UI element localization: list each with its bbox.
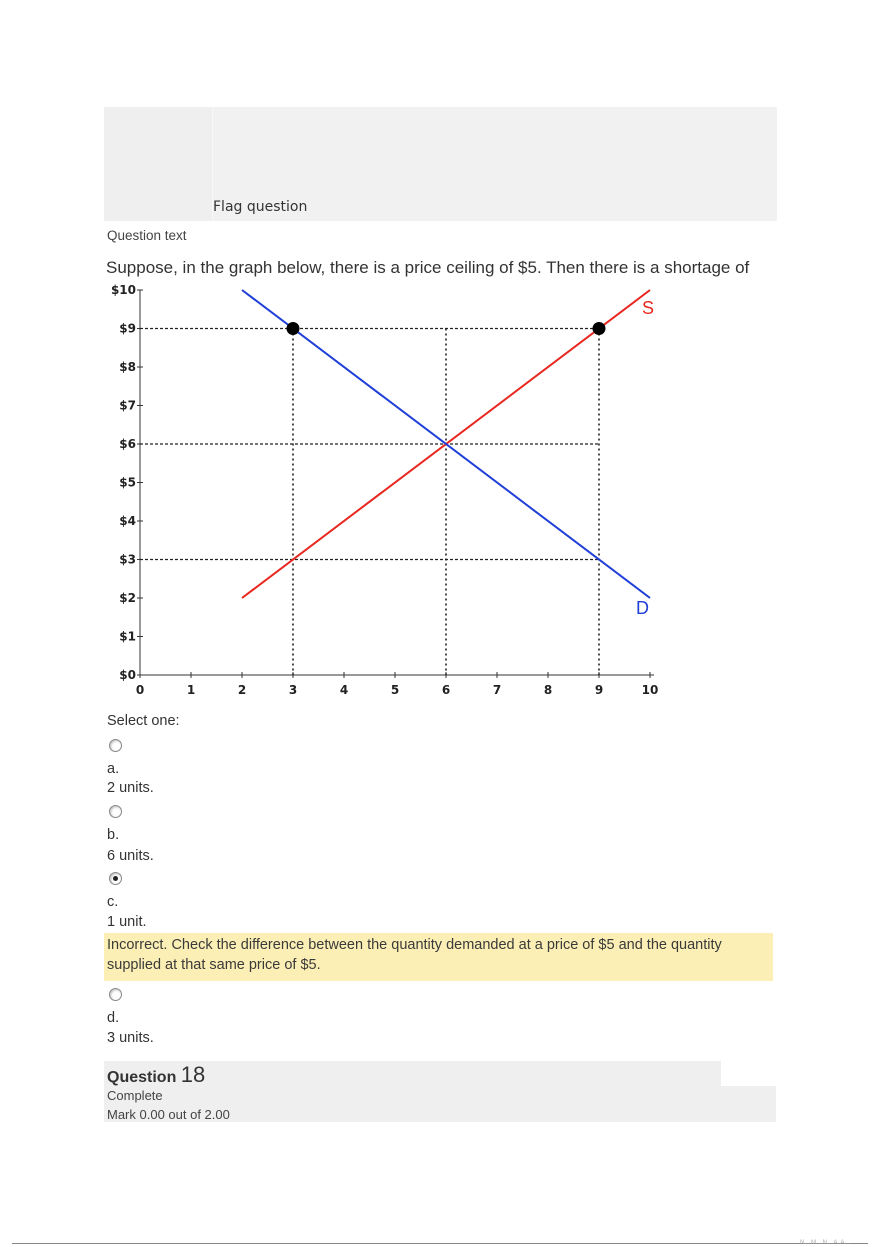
- question-text: Suppose, in the graph below, there is a price ceiling of $5. Then there is a shortage of: [106, 258, 750, 277]
- question-18-number: 18: [180, 1062, 206, 1087]
- x-tick-label: 8: [543, 683, 553, 697]
- question-info-box: [104, 107, 776, 221]
- y-tick-label: $9: [119, 321, 136, 336]
- option-a-letter: a.: [107, 761, 120, 777]
- option-d-text[interactable]: 3 units.: [107, 1030, 154, 1046]
- y-tick-label: $5: [119, 475, 136, 490]
- series-label-s: S: [642, 298, 655, 318]
- y-tick-label: $6: [119, 437, 136, 451]
- x-tick-label: 3: [288, 683, 298, 697]
- y-tick-label: $1: [119, 629, 136, 644]
- option-a-radio[interactable]: [109, 739, 122, 752]
- y-tick-label: $2: [119, 591, 136, 605]
- supply-demand-chart: [104, 280, 674, 700]
- footer-text: N... M... N... A. A...: [800, 1240, 850, 1246]
- footer-divider: [12, 1243, 868, 1244]
- series-label-d: D: [636, 598, 649, 618]
- x-tick-label: 2: [237, 683, 247, 697]
- option-b-text[interactable]: 6 units.: [107, 848, 154, 864]
- option-d-letter: d.: [107, 1010, 120, 1026]
- x-tick-label: 5: [390, 683, 400, 697]
- y-tick-label: $0: [119, 668, 136, 682]
- option-b-letter: b.: [107, 827, 120, 843]
- y-tick-label: $3: [119, 552, 136, 567]
- y-tick-label: $4: [119, 514, 136, 528]
- option-b-radio[interactable]: [109, 805, 122, 818]
- select-one-prompt: Select one:: [107, 713, 180, 729]
- x-tick-label: 7: [492, 683, 502, 697]
- feedback-incorrect: Incorrect. Check the difference between the quantity demanded at a price of $5 and the quantity supplied at that same price of $5.: [104, 933, 773, 981]
- option-a-text[interactable]: 2 units.: [107, 780, 154, 796]
- option-c-text[interactable]: 1 unit.: [107, 914, 147, 930]
- option-d-radio[interactable]: [109, 988, 122, 1001]
- option-c-letter: c.: [107, 894, 119, 910]
- highlight-point: [287, 322, 300, 335]
- question-text-label: Question text: [107, 228, 187, 243]
- highlight-point: [593, 322, 606, 335]
- x-tick-label: 9: [594, 683, 604, 697]
- x-tick-label: 0: [135, 683, 145, 697]
- x-tick-label: 1: [186, 683, 196, 697]
- question-18-state: Complete: [107, 1088, 163, 1103]
- question-18-mark: Mark 0.00 out of 2.00: [107, 1107, 230, 1122]
- x-tick-label: 6: [441, 683, 451, 697]
- y-tick-label: $8: [119, 360, 136, 374]
- x-tick-label: 4: [339, 683, 349, 697]
- option-c-radio[interactable]: [109, 872, 122, 885]
- flag-question-link[interactable]: Flag question: [213, 199, 308, 215]
- x-tick-label: 10: [641, 683, 659, 697]
- y-tick-label: $7: [119, 398, 136, 413]
- question-18-title: [107, 1062, 205, 1088]
- question-18-label: Question: [107, 1069, 177, 1086]
- y-tick-label: $10: [110, 283, 136, 297]
